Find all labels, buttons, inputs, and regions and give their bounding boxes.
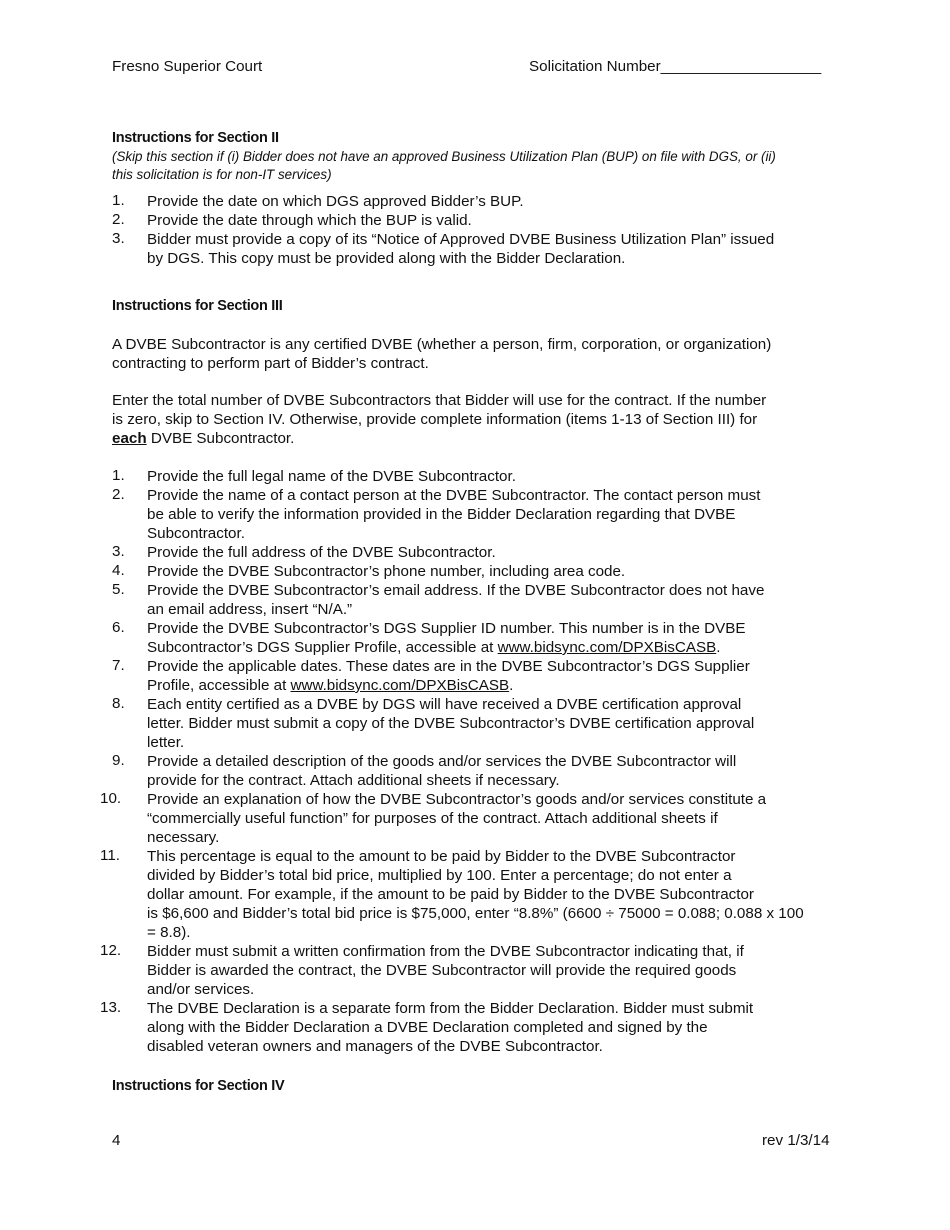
text-line: Provide the date on which DGS approved Bidder’s BUP. bbox=[147, 193, 524, 210]
text-line: necessary. bbox=[147, 829, 220, 846]
text-line: is $6,600 and Bidder’s total bid price is $75,000, enter “8.8%” (6600 ÷ 75000 = 0.088; 0.088 x 100 bbox=[147, 905, 804, 922]
text-line: Each entity certified as a DVBE by DGS will have received a DVBE certification approval bbox=[147, 696, 742, 713]
item-number: 4. bbox=[112, 562, 125, 579]
text-line: Enter the total number of DVBE Subcontractors that Bidder will use for the contract. If the number bbox=[112, 392, 767, 409]
text-line: Provide the name of a contact person at the DVBE Subcontractor. The contact person must bbox=[147, 487, 761, 504]
text-line: Provide a detailed description of the goods and/or services the DVBE Subcontractor will bbox=[147, 753, 737, 770]
section-iii-paragraph-1 bbox=[112, 335, 852, 373]
list-item bbox=[112, 581, 852, 619]
list-item bbox=[112, 467, 852, 486]
text-segment: Profile, accessible at bbox=[147, 677, 291, 694]
text-line: “commercially useful function” for purposes of the contract. Attach additional sheets if bbox=[147, 810, 718, 827]
item-number: 12. bbox=[100, 942, 122, 959]
text-line: Provide the DVBE Subcontractor’s email address. If the DVBE Subcontractor does not have bbox=[147, 582, 765, 599]
text-line: provide for the contract. Attach additional sheets if necessary. bbox=[147, 772, 560, 789]
text-line: A DVBE Subcontractor is any certified DVBE (whether a person, firm, corporation, or organization) bbox=[112, 336, 772, 353]
bidsync-link[interactable]: www.bidsync.com/DPXBisCASB bbox=[290, 677, 510, 694]
text-line: contracting to perform part of Bidder’s contract. bbox=[112, 355, 429, 372]
text-line: (Skip this section if (i) Bidder does not have an approved Business Utilization Plan (BUP) on file with DGS, or (ii) bbox=[112, 149, 776, 164]
list-item bbox=[112, 192, 852, 211]
text-line: along with the Bidder Declaration a DVBE Declaration completed and signed by the bbox=[147, 1019, 708, 1036]
list-item bbox=[112, 562, 852, 581]
text-line: Bidder must provide a copy of its “Notice of Approved DVBE Business Utilization Plan” issued bbox=[147, 231, 775, 248]
text-line: disabled veteran owners and managers of the DVBE Subcontractor. bbox=[147, 1038, 603, 1055]
text-line: Bidder must submit a written confirmation from the DVBE Subcontractor indicating that, if bbox=[147, 943, 744, 960]
header-court-name: Fresno Superior Court bbox=[112, 58, 263, 75]
text-line: This percentage is equal to the amount to be paid by Bidder to the DVBE Subcontractor bbox=[147, 848, 736, 865]
emphasis-each: each bbox=[112, 430, 147, 447]
list-item bbox=[100, 847, 852, 942]
revision-date: rev 1/3/14 bbox=[762, 1132, 830, 1149]
text-line: Provide the applicable dates. These dates are in the DVBE Subcontractor’s DGS Supplier bbox=[147, 658, 750, 675]
text-line: Provide an explanation of how the DVBE Subcontractor’s goods and/or services constitute a bbox=[147, 791, 767, 808]
section-ii-heading: Instructions for Section II bbox=[112, 130, 279, 146]
item-number: 2. bbox=[112, 486, 125, 503]
item-number: 7. bbox=[112, 657, 125, 674]
item-number: 10. bbox=[100, 790, 122, 807]
text-line: Subcontractor. bbox=[147, 525, 245, 542]
list-item bbox=[112, 752, 852, 790]
section-ii-note bbox=[112, 148, 852, 184]
item-number: 1. bbox=[112, 192, 125, 209]
text-line: The DVBE Declaration is a separate form from the Bidder Declaration. Bidder must submit bbox=[147, 1000, 754, 1017]
list-item bbox=[100, 942, 852, 999]
text-segment: . bbox=[509, 677, 514, 694]
text-line: Provide the date through which the BUP is valid. bbox=[147, 212, 472, 229]
text-line: letter. bbox=[147, 734, 185, 751]
text-line: Provide the full address of the DVBE Subcontractor. bbox=[147, 544, 496, 561]
item-number: 2. bbox=[112, 211, 125, 228]
section-iii-paragraph-2 bbox=[112, 391, 852, 429]
section-ii-list bbox=[112, 192, 852, 268]
section-ii bbox=[112, 129, 852, 268]
item-number: 11. bbox=[100, 847, 120, 864]
list-item bbox=[112, 543, 852, 562]
item-number: 13. bbox=[100, 999, 122, 1016]
text-segment: . bbox=[716, 639, 721, 656]
text-line: Provide the DVBE Subcontractor’s phone number, including area code. bbox=[147, 563, 626, 580]
item-number: 9. bbox=[112, 752, 125, 769]
section-iii-paragraph-2-last-line bbox=[112, 429, 852, 448]
text-line: Provide the DVBE Subcontractor’s DGS Supplier ID number. This number is in the DVBE bbox=[147, 620, 746, 637]
header-solicitation-number: Solicitation Number___________________ bbox=[529, 58, 822, 75]
text-line: Provide the full legal name of the DVBE Subcontractor. bbox=[147, 468, 516, 485]
text-line bbox=[147, 676, 852, 695]
section-iii bbox=[100, 297, 852, 1056]
list-item bbox=[112, 657, 852, 695]
bidsync-link[interactable]: www.bidsync.com/DPXBisCASB bbox=[497, 639, 717, 656]
item-number: 5. bbox=[112, 581, 125, 598]
text-segment: Subcontractor’s DGS Supplier Profile, accessible at bbox=[147, 639, 498, 656]
section-iii-heading: Instructions for Section III bbox=[112, 298, 283, 314]
text-line: and/or services. bbox=[147, 981, 255, 998]
text-line: dollar amount. For example, if the amount to be paid by Bidder to the DVBE Subcontractor bbox=[147, 886, 754, 903]
list-item bbox=[112, 230, 852, 268]
item-number: 3. bbox=[112, 230, 125, 247]
text-line: this solicitation is for non-IT services) bbox=[112, 167, 332, 182]
list-item bbox=[112, 211, 852, 230]
list-item bbox=[100, 790, 852, 847]
section-iv-heading: Instructions for Section IV bbox=[112, 1078, 285, 1094]
list-item bbox=[112, 486, 852, 543]
list-item bbox=[112, 695, 852, 752]
text-line: divided by Bidder’s total bid price, multiplied by 100. Enter a percentage; do not enter a bbox=[147, 867, 732, 884]
text-line: be able to verify the information provided in the Bidder Declaration regarding that DVBE bbox=[147, 506, 736, 523]
text-line: = 8.8). bbox=[147, 924, 191, 941]
text-line: an email address, insert “N/A.” bbox=[147, 601, 353, 618]
section-iii-list bbox=[100, 467, 852, 1056]
item-number: 8. bbox=[112, 695, 125, 712]
text-line bbox=[147, 638, 852, 657]
text-line: letter. Bidder must submit a copy of the DVBE Subcontractor’s DVBE certification approval bbox=[147, 715, 755, 732]
text-line: by DGS. This copy must be provided along with the Bidder Declaration. bbox=[147, 250, 626, 267]
list-item bbox=[112, 619, 852, 657]
paragraph-text: DVBE Subcontractor. bbox=[146, 430, 295, 447]
item-number: 3. bbox=[112, 543, 125, 560]
item-number: 6. bbox=[112, 619, 125, 636]
item-number: 1. bbox=[112, 467, 125, 484]
page-number: 4 bbox=[112, 1132, 121, 1149]
list-item bbox=[100, 999, 852, 1056]
text-line: Bidder is awarded the contract, the DVBE Subcontractor will provide the required goods bbox=[147, 962, 737, 979]
text-line: is zero, skip to Section IV. Otherwise, provide complete information (items 1-13 of Section III) for bbox=[112, 411, 758, 428]
